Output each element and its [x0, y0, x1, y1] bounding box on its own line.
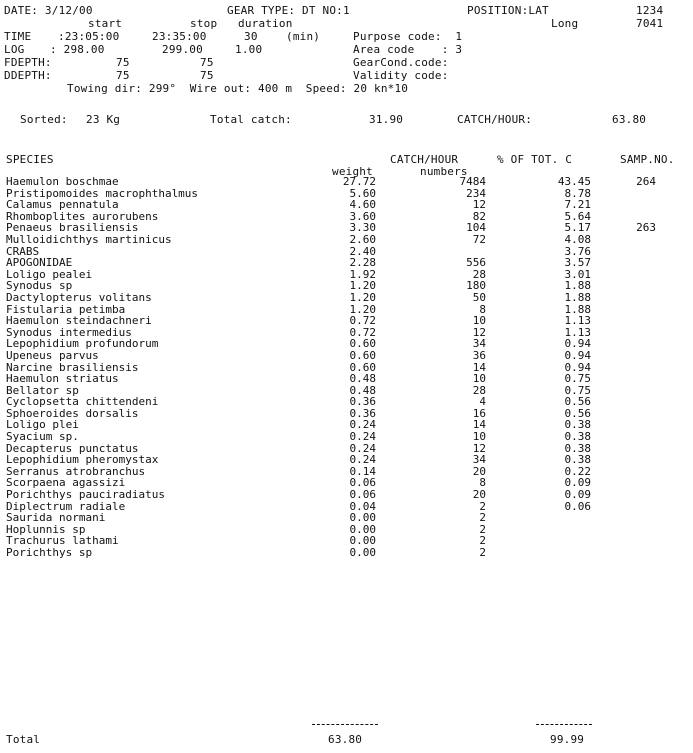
- catch-number: 10: [472, 430, 486, 444]
- catch-weight: 0.00: [349, 511, 376, 525]
- percent-of-total: 0.38: [564, 453, 591, 467]
- catch-weight: 4.60: [349, 198, 376, 212]
- col-stop-header: stop: [190, 17, 218, 30]
- col-start-header: start: [88, 17, 123, 30]
- table-row: [0, 292, 693, 304]
- weight-column-header: weight: [332, 165, 373, 178]
- percent-of-total: 0.75: [564, 383, 591, 397]
- percent-of-total: 3.57: [564, 256, 591, 270]
- percent-of-total: 5.17: [564, 221, 591, 235]
- species-name: Saurida normani: [6, 511, 106, 525]
- percent-of-total: 1.13: [564, 314, 591, 328]
- catch-weight: 0.36: [349, 406, 376, 420]
- species-column-header: SPECIES: [6, 153, 54, 166]
- sorted-label: Sorted:: [20, 113, 68, 126]
- catch-weight: 0.06: [349, 488, 376, 502]
- catch-number: 34: [472, 453, 486, 467]
- fdepth-label: FDEPTH:: [4, 56, 52, 69]
- total-percent: 99.99: [550, 733, 585, 746]
- percent-of-total: 3.01: [564, 267, 591, 281]
- towing-info: Towing dir: 299° Wire out: 400 m Speed: 20 kn*10: [67, 82, 409, 95]
- catch-number: 20: [472, 464, 486, 478]
- percent-of-total: 0.94: [564, 360, 591, 374]
- catch-weight: 1.92: [349, 267, 376, 281]
- catch-weight: 0.24: [349, 441, 376, 455]
- species-name: Upeneus parvus: [6, 348, 99, 362]
- catch-weight: 0.48: [349, 372, 376, 386]
- ddepth-stop: 75: [200, 69, 214, 82]
- total-weight: 63.80: [328, 733, 363, 746]
- catch-weight: 5.60: [349, 186, 376, 200]
- catch-weight: 1.20: [349, 290, 376, 304]
- percent-of-total: 0.38: [564, 418, 591, 432]
- percent-of-total: 0.56: [564, 406, 591, 420]
- species-name: Mulloidichthys martinicus: [6, 232, 172, 246]
- catch-number: 8: [479, 302, 486, 316]
- catch-weight: 27.72: [342, 175, 376, 188]
- species-name: Sphoeroides dorsalis: [6, 406, 139, 420]
- catch-per-hour-value: 63.80: [612, 113, 647, 126]
- catch-weight: 0.24: [349, 430, 376, 444]
- catch-weight: 3.30: [349, 221, 376, 235]
- species-name: Decapterus punctatus: [6, 441, 139, 455]
- catch-number: 556: [466, 256, 486, 270]
- catch-number: 36: [472, 348, 486, 362]
- catch-number: 28: [472, 267, 486, 281]
- species-name: Serranus atrobranchus: [6, 464, 146, 478]
- catch-number: 34: [472, 337, 486, 351]
- catch-weight: 0.06: [349, 476, 376, 490]
- percent-of-total: 4.08: [564, 232, 591, 246]
- catch-number: 10: [472, 372, 486, 386]
- catch-weight: 0.24: [349, 418, 376, 432]
- species-name: Fistularia petimba: [6, 302, 126, 316]
- catch-number: 7484: [459, 175, 486, 188]
- catch-weight: 0.60: [349, 348, 376, 362]
- catch-number: 20: [472, 488, 486, 502]
- catch-weight: 0.48: [349, 383, 376, 397]
- log-start: : 298.00: [50, 43, 105, 56]
- time-duration: 30: [244, 30, 258, 43]
- log-label: LOG: [4, 43, 25, 56]
- catch-weight: 0.72: [349, 314, 376, 328]
- time-unit: (min): [286, 30, 321, 43]
- report-date: DATE: 3/12/00: [4, 4, 93, 17]
- numbers-column-header: numbers: [420, 165, 468, 178]
- species-name: Loligo plei: [6, 418, 79, 432]
- species-name: Hoplunnis sp: [6, 522, 86, 536]
- catch-number: 28: [472, 383, 486, 397]
- sorted-value: 23 Kg: [86, 113, 121, 126]
- catch-weight: 0.04: [349, 499, 376, 513]
- species-name: Calamus pennatula: [6, 198, 119, 212]
- table-row: [0, 547, 693, 559]
- species-name: Lepophidium pheromystax: [6, 453, 159, 467]
- log-stop: 299.00: [162, 43, 203, 56]
- catch-weight: 1.20: [349, 302, 376, 316]
- catch-number: 180: [466, 279, 486, 293]
- species-name: Pristipomoides macrophthalmus: [6, 186, 199, 200]
- percent-of-total: 43.45: [557, 175, 591, 188]
- col-duration-header: duration: [238, 17, 293, 30]
- percent-of-total: 1.88: [564, 302, 591, 316]
- catch-weight: 0.60: [349, 337, 376, 351]
- table-row: [0, 489, 693, 501]
- percent-of-total: 0.06: [564, 499, 591, 513]
- table-row: [0, 234, 693, 246]
- catch-number: 16: [472, 406, 486, 420]
- species-name: CRABS: [6, 244, 40, 258]
- percent-of-total: 0.38: [564, 441, 591, 455]
- fdepth-start: 75: [116, 56, 130, 69]
- catch-weight: 2.28: [349, 256, 376, 270]
- species-name: Porichthys sp: [6, 546, 93, 559]
- latitude-value: 1234: [636, 4, 664, 17]
- catch-per-hour-label: CATCH/HOUR:: [457, 113, 533, 126]
- percent-of-total: 0.94: [564, 348, 591, 362]
- species-name: APOGONIDAE: [6, 256, 73, 270]
- catch-number: 12: [472, 198, 486, 212]
- species-name: Trachurus lathami: [6, 534, 119, 548]
- species-name: Bellator sp: [6, 383, 79, 397]
- catch-number: 12: [472, 325, 486, 339]
- catch-weight: 0.14: [349, 464, 376, 478]
- catch-number: 2: [479, 546, 486, 559]
- species-table: [0, 176, 693, 559]
- species-name: Porichthys pauciradiatus: [6, 488, 165, 502]
- percent-of-total: 5.64: [564, 209, 591, 223]
- total-catch-label: Total catch:: [210, 113, 292, 126]
- time-start: :23:05:00: [58, 30, 120, 43]
- sample-number: 264: [636, 175, 656, 188]
- catch-number: 8: [479, 476, 486, 490]
- sample-number-column-header: SAMP.NO.: [620, 153, 675, 166]
- area-code: Area code : 3: [353, 43, 463, 56]
- catch-number: 14: [472, 418, 486, 432]
- catch-weight: 1.20: [349, 279, 376, 293]
- position-lat-label: POSITION:LAT: [467, 4, 549, 17]
- table-row: [0, 431, 693, 443]
- catch-number: 2: [479, 534, 486, 548]
- catch-number: 234: [466, 186, 486, 200]
- catch-hour-column-header: CATCH/HOUR: [390, 153, 459, 166]
- pct-total-rule: [536, 724, 592, 725]
- species-name: Haemulon striatus: [6, 372, 119, 386]
- species-name: Penaeus brasiliensis: [6, 221, 139, 235]
- table-row: [0, 535, 693, 547]
- percent-of-total: 1.13: [564, 325, 591, 339]
- ddepth-label: DDEPTH:: [4, 69, 52, 82]
- catch-weight: 0.60: [349, 360, 376, 374]
- species-name: Lepophidium profundorum: [6, 337, 159, 351]
- time-label: TIME: [4, 30, 32, 43]
- catch-number: 2: [479, 511, 486, 525]
- species-name: Narcine brasiliensis: [6, 360, 139, 374]
- species-name: Cyclopsetta chittendeni: [6, 395, 159, 409]
- table-row: [0, 373, 693, 385]
- catch-number: 10: [472, 314, 486, 328]
- percent-of-total: 0.56: [564, 395, 591, 409]
- species-name: Syacium sp.: [6, 430, 79, 444]
- catch-weight: 0.00: [349, 522, 376, 536]
- catch-weight: 2.60: [349, 232, 376, 246]
- table-row: [0, 315, 693, 327]
- species-name: Synodus intermedius: [6, 325, 132, 339]
- percent-of-total: 0.38: [564, 430, 591, 444]
- catch-weight: 0.24: [349, 453, 376, 467]
- percent-of-total: 0.09: [564, 476, 591, 490]
- catch-weight: 2.40: [349, 244, 376, 258]
- catch-number: 2: [479, 522, 486, 536]
- time-stop: 23:35:00: [152, 30, 207, 43]
- purpose-code: Purpose code: 1: [353, 30, 463, 43]
- table-row: [0, 512, 693, 524]
- total-label: Total: [6, 733, 41, 746]
- catch-number: 12: [472, 441, 486, 455]
- catch-weight: 0.72: [349, 325, 376, 339]
- species-name: Dactylopterus volitans: [6, 290, 152, 304]
- gear-type: GEAR TYPE: DT NO:1: [227, 4, 350, 17]
- percent-of-total: 0.22: [564, 464, 591, 478]
- catch-number: 4: [479, 395, 486, 409]
- longitude-value: 7041: [636, 17, 664, 30]
- percent-of-total: 1.88: [564, 290, 591, 304]
- species-name: Rhomboplites aurorubens: [6, 209, 159, 223]
- weight-total-rule: [312, 724, 378, 725]
- catch-weight: 0.00: [349, 546, 376, 559]
- ddepth-start: 75: [116, 69, 130, 82]
- table-row: [0, 176, 693, 188]
- gear-condition-code: GearCond.code:: [353, 56, 449, 69]
- percent-of-total: 1.88: [564, 279, 591, 293]
- catch-weight: 3.60: [349, 209, 376, 223]
- longitude-label: Long: [551, 17, 579, 30]
- percent-of-total: 8.78: [564, 186, 591, 200]
- pct-total-column-header: % OF TOT. C: [497, 153, 573, 166]
- catch-number: 82: [472, 209, 486, 223]
- species-name: Synodus sp: [6, 279, 73, 293]
- catch-number: 72: [472, 232, 486, 246]
- total-catch-value: 31.90: [369, 113, 404, 126]
- sample-number: 263: [636, 221, 656, 235]
- log-duration: 1.00: [235, 43, 263, 56]
- table-row: [0, 350, 693, 362]
- species-name: Diplectrum radiale: [6, 499, 126, 513]
- catch-weight: 0.36: [349, 395, 376, 409]
- percent-of-total: 0.94: [564, 337, 591, 351]
- catch-number: 50: [472, 290, 486, 304]
- catch-number: 104: [466, 221, 486, 235]
- species-name: Haemulon boschmae: [6, 175, 119, 188]
- species-name: Scorpaena agassizi: [6, 476, 126, 490]
- species-name: Haemulon steindachneri: [6, 314, 152, 328]
- catch-number: 14: [472, 360, 486, 374]
- catch-weight: 0.00: [349, 534, 376, 548]
- fdepth-stop: 75: [200, 56, 214, 69]
- percent-of-total: 0.75: [564, 372, 591, 386]
- validity-code: Validity code:: [353, 69, 449, 82]
- percent-of-total: 3.76: [564, 244, 591, 258]
- percent-of-total: 7.21: [564, 198, 591, 212]
- percent-of-total: 0.09: [564, 488, 591, 502]
- species-name: Loligo pealei: [6, 267, 93, 281]
- table-row: [0, 257, 693, 269]
- catch-number: 2: [479, 499, 486, 513]
